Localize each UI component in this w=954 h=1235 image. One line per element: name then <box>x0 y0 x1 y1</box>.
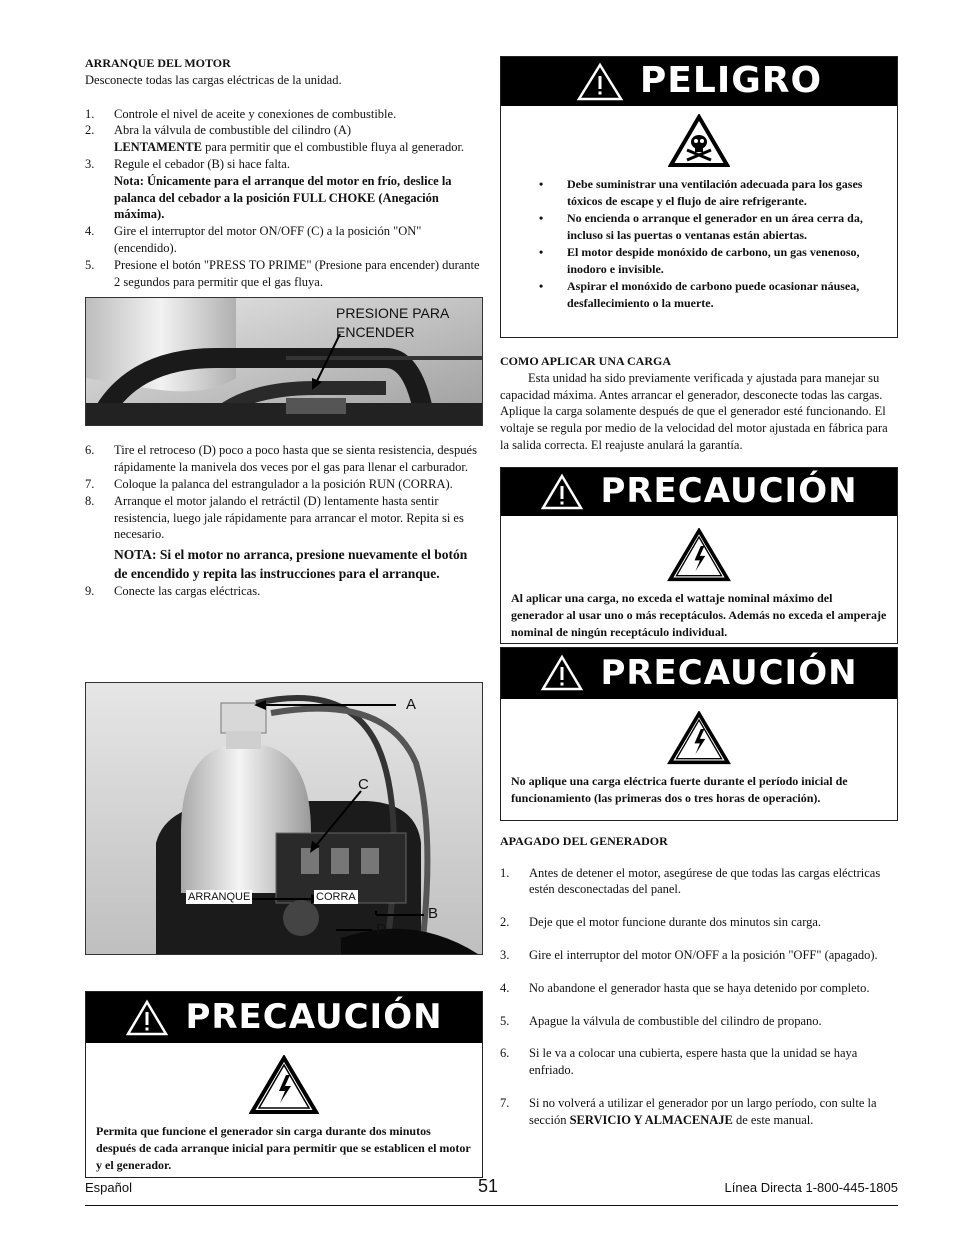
label-d: D <box>376 921 387 938</box>
right-column <box>500 56 898 1129</box>
list-item: 4. No abandone el generador hasta que se haya detenido por completo. <box>500 980 870 995</box>
list-item: 6. Si le va a colocar una cubierta, espere hasta que la unidad se haya enfriado. <box>500 1046 858 1078</box>
list-item: • No encienda o arranque el generador en un área cerra da, incluso si las puertas o ventanas están abiertas. <box>539 210 879 244</box>
left-column <box>85 52 483 1172</box>
list-item: 6. Tire el retroceso (D) poco a poco hasta que se sienta resistencia, después rápidamente la manivela dos veces por el gas para llenar el carburador. <box>85 443 477 475</box>
apagado-steps <box>500 865 898 1129</box>
start-note: NOTA: Si el motor no arranca, presione nuevamente el botón de encendido y repita las instrucciones para el arranque. <box>114 547 468 582</box>
photo-generator-controls <box>85 682 483 955</box>
section-heading-arranque: ARRANQUE DEL MOTOR <box>85 56 231 70</box>
warning-triangle-icon <box>125 999 169 1037</box>
footer-language: Español <box>85 1180 132 1195</box>
label-b: B <box>428 905 439 922</box>
list-item: 9. Conecte las cargas eléctricas. <box>85 584 261 599</box>
section-heading-carga: COMO APLICAR UNA CARGA <box>500 354 671 368</box>
list-item: 1. Controle el nivel de aceite y conexiones de combustible. <box>85 106 397 121</box>
photo-prime-button <box>85 297 483 426</box>
choke-note: Nota: Únicamente para el arranque del motor en frío, deslice la palanca del cebador a la posición FULL CHOKE (Anegación máxima). <box>114 173 452 222</box>
caution-header <box>86 992 482 1043</box>
caution-header <box>501 468 897 516</box>
arranque-intro: Desconecte todas las cargas eléctricas de la unidad. <box>85 72 342 87</box>
label-arranque: ARRANQUE <box>188 891 251 903</box>
arranque-steps-1-5 <box>85 106 483 291</box>
carga-text: Esta unidad ha sido previamente verificada y ajustada para manejar su capacidad máxima. Antes arrancar el generador, desconecte todas las cargas. Aplique la carga solamente después de que el generador esté funcionando. El voltaje se regula por medio de la velocidad del motor ajustada en fábrica para la salida correcta. El reajuste anulará la garantía. <box>500 370 888 452</box>
danger-box-carbon-monoxide <box>500 56 898 338</box>
list-item: • Debe suministrar una ventilación adecuada para los gases tóxicos de escape y el flujo de aire refrigerante. <box>539 176 879 210</box>
caution-text: Permita que funcione el generador sin carga durante dos minutos después de cada arranque inicial para permitir que se establicen el motor y el generador. <box>96 1124 471 1172</box>
list-item: • Aspirar el monóxido de carbono puede ocasionar náusea, desfallecimiento o la muerte. <box>539 278 879 312</box>
label-a: A <box>406 696 417 713</box>
label-corra: CORRA <box>316 891 356 903</box>
warning-triangle-icon <box>540 473 584 511</box>
list-item: 3. Regule el cebador (B) si hace falta. Nota: Únicamente para el arranque del motor en frío, deslice la palanca del cebador a la posición FULL CHOKE (Anegación máxima). <box>85 156 452 222</box>
danger-bullets <box>511 176 887 312</box>
list-item: 2. Abra la válvula de combustible del cilindro (A) LENTAMENTE para permitir que el combustible fluya al generador. <box>85 123 465 155</box>
list-item: 8. Arranque el motor jalando el retráctil (D) lentamente hasta sentir resistencia, luego jale rápidamente para arrancar el motor. Repita si es necesario. NOTA: Si el motor no arranca, presione nuevamente el botón de encendido y repita las instrucciones para el arranque. <box>85 493 483 583</box>
caution-title: PRECAUCIÓN <box>600 471 858 512</box>
section-heading-apagado: APAGADO DEL GENERADOR <box>500 833 668 848</box>
label-press-to-prime: PRESIONE PARA ENCENDER <box>336 305 449 341</box>
label-c: C <box>358 776 369 793</box>
footer-hotline: Línea Directa 1-800-445-1805 <box>724 1180 898 1195</box>
arranque-steps-6-9 <box>85 442 483 600</box>
list-item: 3. Gire el interruptor del motor ON/OFF a la posición "OFF" (apagado). <box>500 947 878 962</box>
list-item: 4. Gire el interruptor del motor ON/OFF (C) a la posición "ON" (encendido). <box>85 224 422 255</box>
caution-text: No aplique una carga eléctrica fuerte durante el período inicial de funcionamiento (las primeras dos o tres horas de operación). <box>511 773 848 805</box>
caution-header <box>501 648 897 699</box>
list-item: 2. Deje que el motor funcione durante dos minutos sin carga. <box>500 915 822 930</box>
danger-title: PELIGRO <box>639 60 823 102</box>
list-item: 7. Coloque la palanca del estrangulador a la posición RUN (CORRA). <box>85 476 453 491</box>
caution-box-initial-load <box>500 647 898 821</box>
electric-shock-icon <box>249 1055 319 1115</box>
page-footer <box>85 1178 898 1206</box>
caution-box-wattage <box>500 467 898 644</box>
electric-shock-icon <box>667 711 731 765</box>
list-item: 5. Presione el botón "PRESS TO PRIME" (Presione para encender) durante 2 segundos para permitir que el gas fluya. <box>85 257 480 289</box>
caution-title: PRECAUCIÓN <box>185 997 443 1038</box>
page-number: 51 <box>478 1176 499 1196</box>
electric-shock-icon <box>667 528 731 582</box>
warning-triangle-icon <box>540 654 584 692</box>
caution-text: Al aplicar una carga, no exceda el wattaje nominal máximo del generador al usar uno o más receptáculos. Además no exceda el amperaje nominal de ningún receptáculo individual. <box>511 590 887 639</box>
warning-triangle-icon <box>576 62 624 102</box>
generator-image <box>86 683 483 955</box>
list-item: 7. Si no volverá a utilizar el generador por un largo período, con sulte la sección SERVICIO Y ALMACENAJE de este manual. <box>500 1095 877 1127</box>
danger-header <box>501 57 897 106</box>
list-item: 1. Antes de detener el motor, asegúrese de que todas las cargas eléctricas estén desconectadas del panel. <box>500 865 881 897</box>
skull-poison-icon <box>668 114 730 168</box>
caution-box-no-load <box>85 991 483 1178</box>
list-item: 5. Apague la válvula de combustible del cilindro de propano. <box>500 1013 822 1028</box>
caution-title: PRECAUCIÓN <box>600 652 858 693</box>
list-item: • El motor despide monóxido de carbono, un gas venenoso, inodoro e invisible. <box>539 244 879 278</box>
